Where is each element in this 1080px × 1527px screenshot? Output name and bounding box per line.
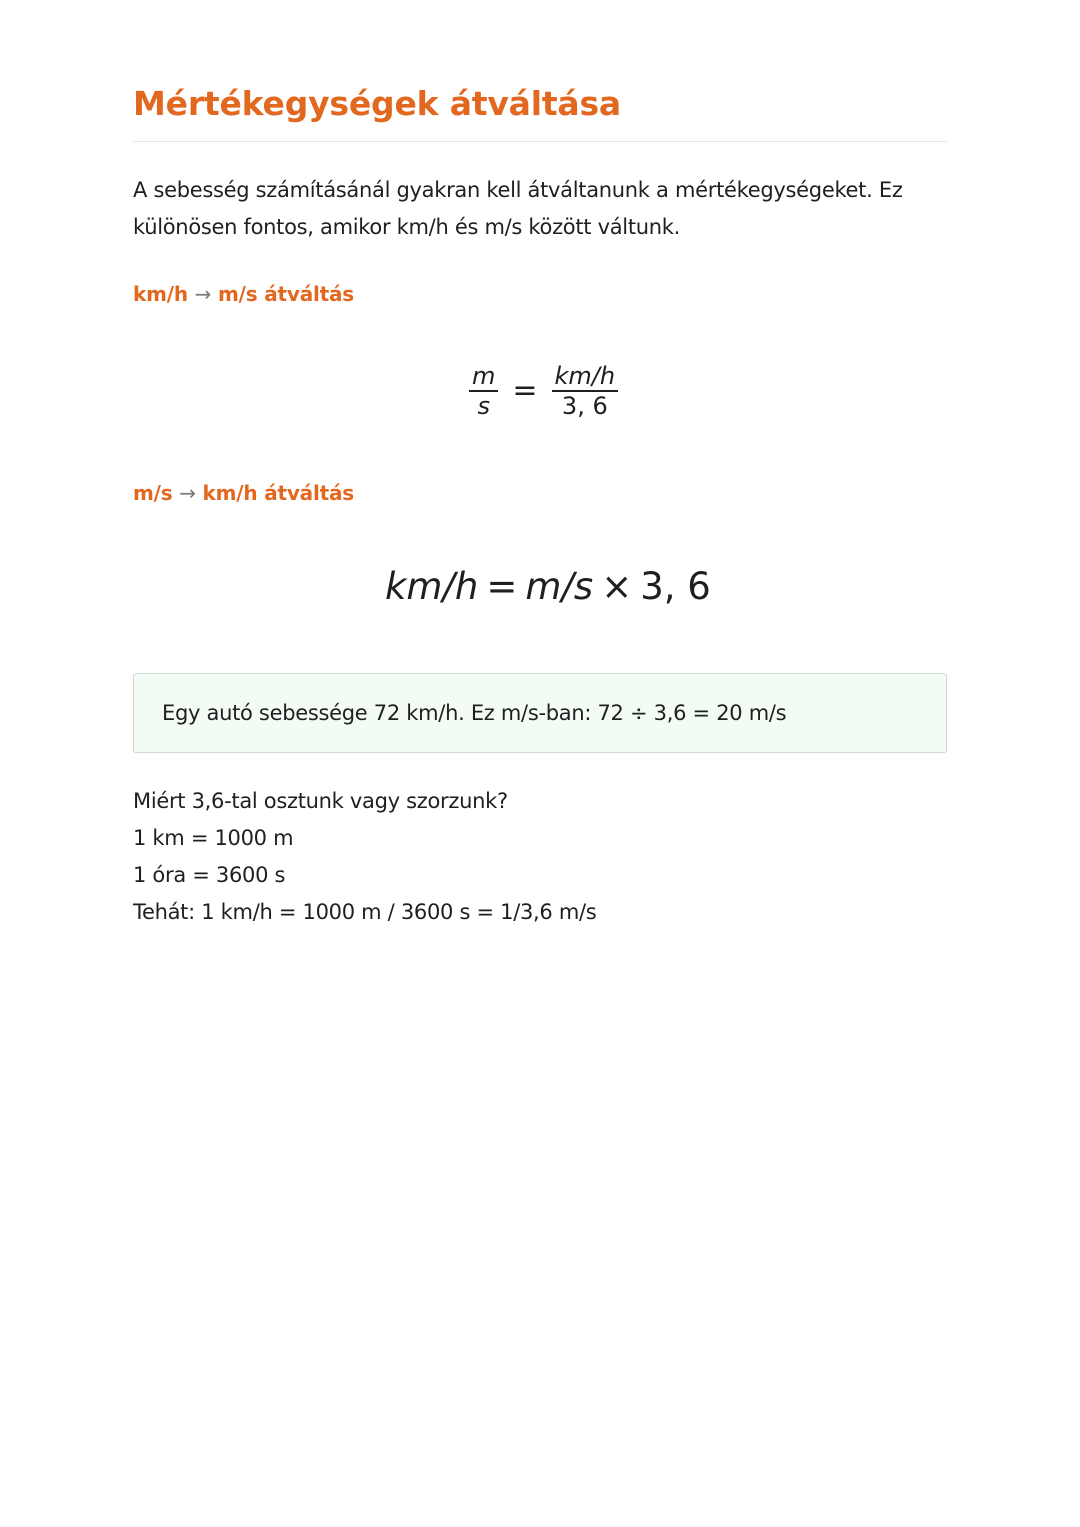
title-divider — [133, 141, 947, 142]
formula-kmh-to-ms — [469, 362, 618, 420]
intro-paragraph: A sebesség számításánál gyakran kell átváltanunk a mértékegységeket. Ez különösen fontos, amikor km/h és m/s között váltunk. — [133, 178, 903, 239]
formula-rhs: 3, 6 — [640, 565, 711, 608]
section-heading-to: km/h átváltás — [202, 481, 354, 505]
explanation-question: Miért 3,6-tal osztunk vagy szorzunk? — [133, 789, 508, 813]
fraction-rhs — [552, 362, 619, 420]
section-heading-from: m/s — [133, 481, 173, 505]
equals-sign: = — [486, 565, 518, 608]
fraction-lhs-denominator: s — [477, 392, 490, 420]
fraction-rhs-denominator: 3, 6 — [561, 392, 608, 420]
explanation-conclusion: Tehát: 1 km/h = 1000 m / 3600 s = 1/3,6 m/s — [133, 900, 597, 924]
formula-mid: m/s — [525, 565, 594, 608]
equals-sign: = — [512, 373, 538, 408]
explanation-line-km: 1 km = 1000 m — [133, 826, 294, 850]
section-heading-to: m/s átváltás — [217, 282, 355, 306]
arrow-right-icon: → — [194, 282, 212, 306]
example-text: Egy autó sebessége 72 km/h. Ez m/s-ban: 72 ÷ 3,6 = 20 m/s — [162, 701, 787, 725]
page-title: Mértékegységek átváltása — [133, 84, 621, 123]
explanation-line-hour: 1 óra = 3600 s — [133, 863, 286, 887]
formula-ms-to-kmh — [385, 565, 711, 608]
fraction-lhs — [469, 362, 498, 420]
times-sign: × — [601, 565, 633, 608]
formula-lhs: km/h — [385, 565, 479, 608]
section-heading-kmh-to-ms — [133, 282, 354, 306]
fraction-lhs-numerator: m — [472, 362, 496, 390]
section-heading-ms-to-kmh — [133, 481, 354, 505]
arrow-right-icon: → — [179, 481, 196, 505]
example-box — [133, 673, 947, 753]
explanation-block — [133, 783, 947, 931]
section-heading-from: km/h — [133, 282, 188, 306]
fraction-rhs-numerator: km/h — [554, 362, 616, 390]
